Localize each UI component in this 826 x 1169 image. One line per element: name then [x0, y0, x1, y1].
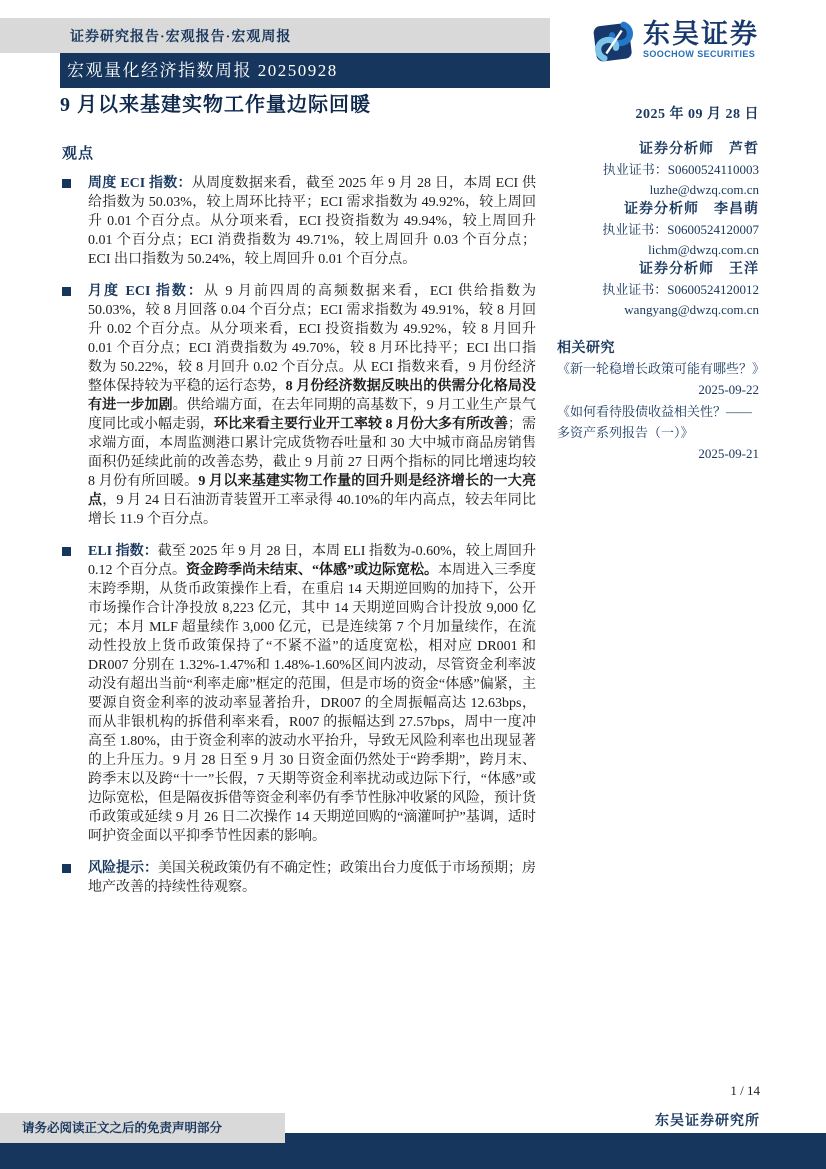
opinion-heading: 观点 — [62, 146, 95, 162]
bullet-eli — [62, 542, 536, 846]
related-research-title: 《新一轮稳增长政策可能有哪些？》 — [557, 361, 766, 376]
bullet-monthly-eci-text: 月度 ECI 指数：从 9 月前四周的高频数据来看，ECI 供给指数为 50.03%，较 8 月回落 0.04 个百分点；ECI 需求指数为 49.91%，较 8 月回升 0.02 个百分点。从分项来看，ECI 投资指数为 49.92%，较 8 月回升 0.01 个百分点；ECI 消费指数为 49.70%，较 8 月环比持平；ECI 出口指数为 50.22%，较 8 月回升 0.02 个百分点。从 ECI 指数来看，9 月份经济整体保持较为平稳的运行态势，8 月份经济数据反映出的供需分化格局没有进一步加剧。供给端方面，在去年同期的高基数下，9 月工业生产景气度同比或小幅走弱，环比来看主要行业开工率较 8 月份大多有所改善；需求端方面，本周监测港口累计完成货物吞吐量和 30 大中城市商品房销售面积仍延续此前的改善态势，截止 9 月前 27 日两个指标的同比增速均较 8 月份有所回暖。9 月以来基建实物工作量的回升则是经济增长的一大亮点，9 月 24 日石油沥青装置开工率录得 40.10%的年内高点，较去年同比增长 11.9 个百分点。 — [88, 284, 537, 527]
bullet-risk — [62, 859, 536, 897]
kicker-text: 证券研究报告·宏观报告·宏观周报 — [70, 29, 292, 45]
bullet-square-icon — [62, 547, 71, 556]
analyst-block — [545, 260, 759, 320]
bullet-square-icon — [62, 287, 71, 296]
soochow-logo-icon — [592, 19, 638, 65]
report-body — [62, 142, 536, 910]
brand-name-en: SOOCHOW SECURITIES — [643, 49, 756, 59]
analyst-email: lichm@dwzq.com.cn — [648, 242, 759, 257]
bullet-weekly-eci-text: 周度 ECI 指数：从周度数据来看，截至 2025 年 9 月 28 日，本周 ECI 供给指数为 50.03%，较上周环比持平；ECI 需求指数为 49.92%，较上周回升 0.01 个百分点。从分项来看，ECI 投资指数为 49.94%，较上周回升 0.01 个百分点；ECI 消费指数为 49.71%，较上周回升 0.03 个百分点；ECI 出口指数为 50.24%，较上周回升 0.01 个百分点。 — [88, 176, 536, 267]
bullet-weekly-eci — [62, 174, 536, 269]
kicker-bar — [0, 18, 550, 53]
analyst-name: 证券分析师 王洋 — [639, 262, 759, 277]
bullet-square-icon — [62, 179, 71, 188]
brand-name-cn: 东吴证券 — [643, 19, 759, 49]
related-research-title: 《如何看待股债收益相关性？——多资产系列报告（一）》 — [557, 404, 753, 440]
report-sidebar — [545, 103, 766, 464]
brand-logo — [592, 19, 759, 65]
analyst-cert: 执业证书：S0600524120007 — [602, 222, 759, 237]
footer-org-name: 东吴证券研究所 — [655, 1114, 760, 1129]
series-banner — [60, 53, 550, 88]
related-research-item — [545, 401, 759, 464]
analyst-block — [545, 200, 759, 260]
analyst-name: 证券分析师 李昌萌 — [624, 202, 759, 217]
related-research-date: 2025-09-22 — [698, 382, 759, 397]
analyst-block — [545, 140, 759, 200]
analyst-name: 证券分析师 芦哲 — [639, 142, 759, 157]
footer-disclaimer: 请务必阅读正文之后的免责声明部分 — [0, 1113, 285, 1143]
analyst-cert: 执业证书：S0600524120012 — [602, 282, 759, 297]
bullet-square-icon — [62, 864, 71, 873]
analyst-email: wangyang@dwzq.com.cn — [624, 302, 759, 317]
bullet-eli-text: ELI 指数：截至 2025 年 9 月 28 日，本周 ELI 指数为-0.60%，较上周回升 0.12 个百分点。资金跨季尚未结束、“体感”或边际宽松。本周进入三季度末跨季期，从货币政策操作上看，在重启 14 天期逆回购的加持下，公开市场操作合计净投放 8,223 亿元，其中 14 天期逆回购合计投放 9,000 亿元；本月 MLF 超量续作 3,000 亿元，已是连续第 7 个月加量续作，在流动性投放上货币政策保持了“不紧不溢”的适度宽松，相对应 DR001 和 DR007 分别在 1.32%-1.47%和 1.48%-1.60%区间内波动，尽管资金利率波动没有超出当前“利率走廊”框定的范围，但是市场的资金“体感”偏紧，主要源自资金利率的波动率显著抬升，DR007 的全周振幅高达 12.63bps，而从非银机构的拆借利率来看，R007 的振幅达到 27.57bps，周中一度冲高至 1.80%，由于资金利率的波动水平抬升，导致无风险利率也出现显著的上升压力。9 月 28 日至 9 月 30 日资金面仍然处于“跨季期”，跨月末、跨季末以及跨“十一”长假，7 天期等资金利率扰动或边际下行，“体感”或边际宽松，但是隔夜拆借等资金利率仍有季节性脉冲收紧的风险，预计货币政策或延续 9 月 26 日二次操作 14 天期逆回购的“滴灌呵护”基调，适时呵护资金面以平抑季节性因素的影响。 — [88, 544, 536, 844]
brand-text-block — [643, 19, 759, 60]
page-number: 1 / 14 — [730, 1083, 760, 1098]
bullet-monthly-eci — [62, 282, 536, 529]
bullet-risk-text: 风险提示：美国关税政策仍有不确定性；政策出台力度低于市场预期；房地产改善的持续性待观察。 — [88, 861, 536, 895]
report-date: 2025 年 09 月 28 日 — [635, 107, 759, 122]
report-title: 9 月以来基建实物工作量边际回暖 — [60, 94, 371, 116]
analyst-email: luzhe@dwzq.com.cn — [649, 182, 759, 197]
related-research-date: 2025-09-21 — [698, 446, 759, 461]
related-research-item — [545, 358, 766, 400]
series-banner-text: 宏观量化经济指数周报 20250928 — [67, 61, 338, 80]
related-research-heading: 相关研究 — [557, 341, 615, 356]
analyst-cert: 执业证书：S0600524110003 — [602, 162, 759, 177]
